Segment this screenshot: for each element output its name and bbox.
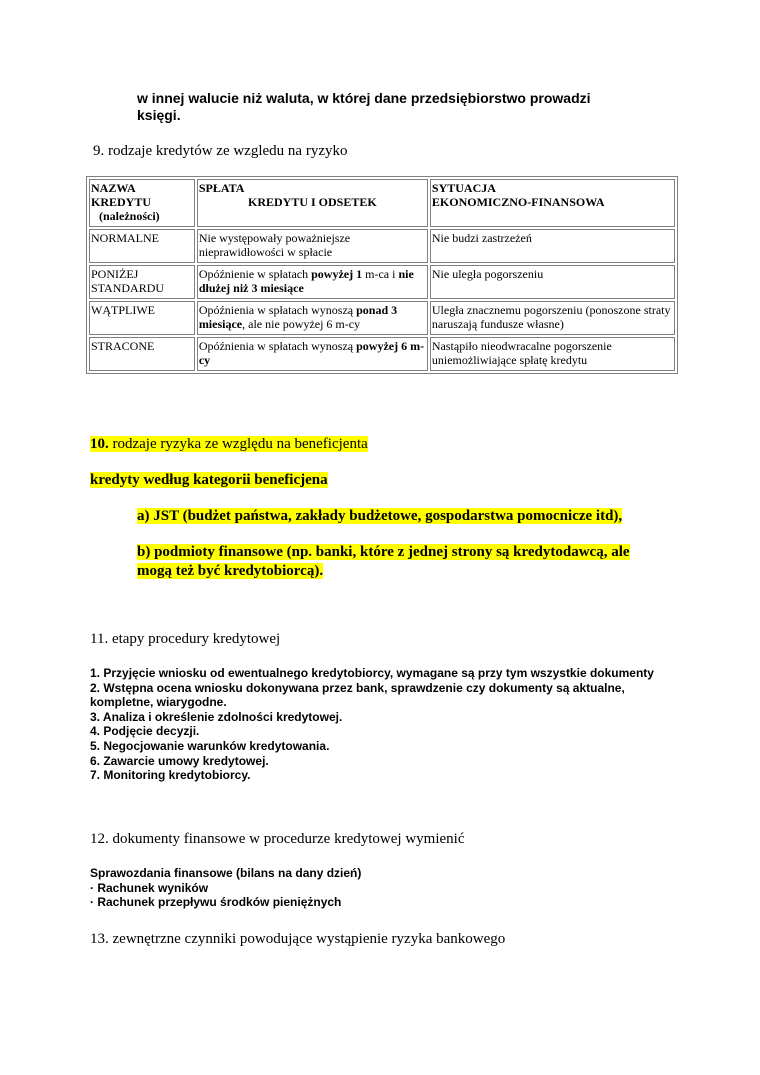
header-situation-line1: SYTUACJA — [431, 181, 496, 195]
row-situation: Nastąpiło nieodwracalne pogorszenie uniemożliwiające spłatę kredytu — [430, 337, 675, 371]
list-item: 2. Wstępna ocena wniosku dokonywana przez bank, sprawdzenie czy dokumenty są aktualne, kompletne, wiarygodne. — [90, 680, 625, 710]
row-repayment — [197, 301, 428, 335]
header-repayment-line2: KREDYTU I ODSETEK — [248, 195, 377, 209]
section-10-number: 10. — [90, 436, 109, 452]
intro-paragraph: w innej walucie niż waluta, w której dane przedsiębiorstwo prowadzi księgi. — [137, 90, 591, 123]
row-repayment-bold: powyżej 1 — [311, 267, 363, 281]
header-name-line3: (należności) — [99, 209, 160, 223]
row-name: PONIŻEJ STANDARDU — [89, 265, 195, 299]
credit-risk-table — [86, 176, 678, 374]
row-repayment — [197, 265, 428, 299]
list-item: 5. Negocjowanie warunków kredytowania. — [90, 738, 330, 753]
row-repayment — [197, 229, 428, 263]
header-repayment-line1: SPŁATA — [198, 181, 245, 195]
table-row — [89, 265, 675, 299]
row-repayment-text: m-ca i — [362, 267, 399, 281]
table-row — [89, 229, 675, 263]
row-situation: Uległa znacznemu pogorszeniu (ponoszone straty naruszają fundusze własne) — [430, 301, 675, 335]
section-10-heading — [90, 435, 368, 453]
header-name-line2: KREDYTU — [91, 195, 152, 209]
header-cell-repayment — [197, 179, 428, 227]
section-13-heading: 13. zewnętrzne czynniki powodujące wystąpienie ryzyka bankowego — [90, 931, 506, 947]
row-name: WĄTPLIWE — [89, 301, 195, 335]
row-repayment-bold: nie dłużej niż 3 miesiące — [198, 267, 414, 295]
table-row — [89, 337, 675, 371]
section-10-item-b-text: b) podmioty finansowe (np. banki, które z jednej strony są kredytodawcą, ale mogą też być kredytobiorcą). — [137, 544, 630, 579]
section-10-heading-text: rodzaje ryzyka ze względu na beneficjenta — [108, 436, 368, 452]
section-10-item-b — [137, 543, 657, 581]
list-item: Sprawozdania finansowe (bilans na dany dzień) — [90, 866, 362, 880]
procedure-steps-list — [90, 666, 670, 783]
row-repayment-text: Nie występowały poważniejsze nieprawidłowości w spłacie — [198, 231, 351, 259]
header-situation-line2: EKONOMICZNO-FINANSOWA — [431, 195, 605, 209]
list-item: 3. Analiza i określenie zdolności kredytowej. — [90, 709, 343, 724]
header-name-line1: NAZWA — [91, 181, 136, 195]
row-name: STRACONE — [89, 337, 195, 371]
section-10-item-a-text: a) JST (budżet państwa, zakłady budżetowe, gospodarstwa pomocnicze itd), — [137, 508, 623, 524]
row-repayment-bold: powyżej 6 m-cy — [198, 339, 425, 367]
header-cell-situation — [430, 179, 675, 227]
section-12-heading: 12. dokumenty finansowe w procedurze kredytowej wymienić — [90, 831, 465, 847]
row-repayment-text: Opóźnienia w spłatach wynoszą — [198, 339, 357, 353]
row-repayment-text: Opóźnienie w spłatach — [198, 267, 312, 281]
row-situation: Nie uległa pogorszeniu — [430, 265, 675, 299]
header-cell-name — [89, 179, 195, 227]
row-name: NORMALNE — [89, 229, 195, 263]
row-repayment-text: Opóźnienia w spłatach wynoszą — [198, 303, 357, 317]
list-item: 4. Podjęcie decyzji. — [90, 724, 200, 739]
list-item: 7. Monitoring kredytobiorcy. — [90, 768, 251, 783]
row-situation: Nie budzi zastrzeżeń — [430, 229, 675, 263]
row-repayment-bold: ponad 3 miesiące — [198, 303, 398, 331]
list-item: · Rachunek przepływu środków pieniężnych — [90, 895, 342, 910]
list-item: 6. Zawarcie umowy kredytowej. — [90, 753, 269, 768]
section-10-subheading — [90, 471, 328, 489]
section-10-item-a — [137, 507, 622, 526]
row-repayment — [197, 337, 428, 371]
section-9-heading: 9. rodzaje kredytów ze wzgledu na ryzyko — [93, 143, 348, 159]
table-row — [89, 301, 675, 335]
list-item: 1. Przyjęcie wniosku od ewentualnego kredytobiorcy, wymagane są przy tym wszystkie dokumenty — [90, 666, 654, 680]
row-repayment-text: , ale nie powyżej 6 m-cy — [242, 317, 361, 331]
section-11-heading: 11. etapy procedury kredytowej — [90, 631, 281, 647]
section-10-subheading-text: kredyty według kategorii beneficjena — [90, 472, 328, 488]
table-header-row — [89, 179, 675, 227]
list-item: · Rachunek wyników — [90, 880, 209, 895]
financial-documents-list — [90, 866, 650, 910]
